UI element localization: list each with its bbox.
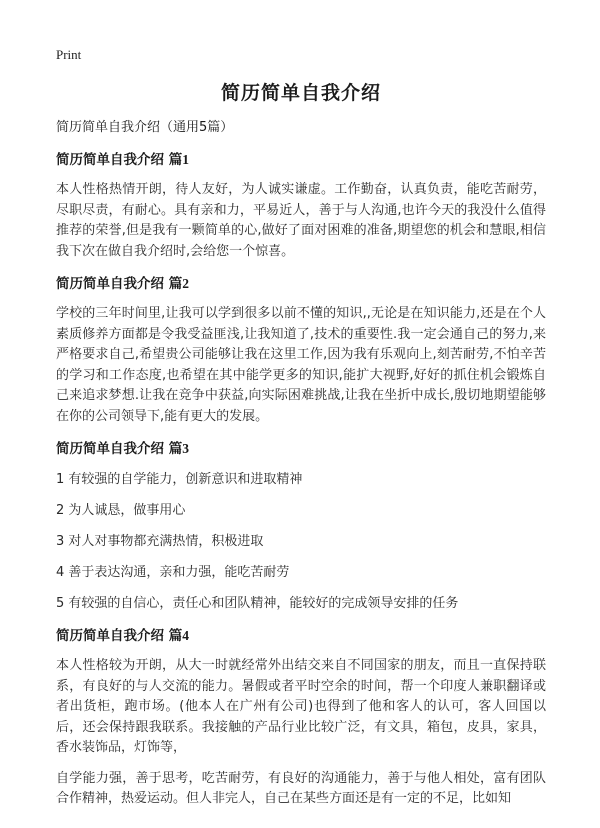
section-heading-number: 篇3 [168, 441, 189, 456]
section-heading-text: 简历简单自我介绍 [56, 628, 164, 644]
list-item: 5 有较强的自信心，责任心和团队精神，能较好的完成领导安排的任务 [56, 596, 459, 611]
section-4-paragraph: 本人性格较为开朗，从大一时就经常外出结交来自不同国家的朋友，而且一直保持联系，有良好的与人交流的能力。暑假或者平时空余的时间，帮一个印度人兼职翻译或者出货柜，跑市场。(他本人在广州有公司)也得到了他和客人的认可，客人回国以后，还会保持跟我联系。我接触的产品行业比较广泛，有文具，箱包，皮具，家具，香水装饰品，灯饰等， [56, 658, 546, 755]
list-item: 3 对人对事物都充满热情，积极进取 [56, 534, 264, 549]
section-heading-text: 简历简单自我介绍 [56, 441, 164, 457]
list-item: 4 善于表达沟通，亲和力强，能吃苦耐劳 [56, 565, 290, 580]
section-heading-number: 篇2 [168, 276, 189, 291]
document-title: 简历简单自我介绍 [220, 82, 381, 104]
section-heading-3 [56, 439, 546, 459]
list-item: 1 有较强的自学能力，创新意识和进取精神 [56, 472, 303, 487]
section-heading-number: 篇4 [168, 628, 189, 643]
section-1-paragraph: 本人性格热情开朗，待人友好，为人诚实谦虚。工作勤奋，认真负责，能吃苦耐劳，尽职尽责，有耐心。具有亲和力，平易近人，善于与人沟通,也许今天的我没什么值得推荐的荣誉,但是我有一颗简单的心,做好了面对困难的准备,期望您的机会和慧眼,相信我下次在做自我介绍时,会给您一个惊喜。 [56, 182, 546, 259]
section-4-paragraph: 自学能力强，善于思考，吃苦耐劳，有良好的沟通能力，善于与他人相处，富有团队合作精神，热爱运动。但人非完人，自己在某些方面还是有一定的不足，比如知 [56, 770, 546, 806]
document-subtitle: 简历简单自我介绍（通用5篇） [56, 120, 234, 135]
document-page [56, 46, 546, 810]
section-2-paragraph: 学校的三年时间里,让我可以学到很多以前不懂的知识,,无论是在知识能力,还是在个人素质修养方面都是令我受益匪浅,让我知道了,技术的重要性.我一定会通自己的努力,来严格要求自己,希望贵公司能够让我在这里工作,因为我有乐观向上,刻苦耐劳,不怕辛苦的学习和工作态度,也希望在其中能学更多的知识,能扩大视野,好好的抓住机会锻炼自己来追求梦想.让我在竞争中获益,向实际困难挑战,让我在坐折中成长,殷切地期望能够在你的公司领导下,能有更大的发展。 [56, 306, 546, 424]
section-heading-text: 简历简单自我介绍 [56, 152, 164, 168]
print-link[interactable]: Print [56, 47, 82, 62]
section-heading-number: 篇1 [168, 152, 189, 167]
section-heading-text: 简历简单自我介绍 [56, 276, 164, 292]
list-item: 2 为人诚恳，做事用心 [56, 503, 186, 518]
section-heading-4 [56, 626, 546, 646]
section-heading-1 [56, 150, 546, 170]
section-heading-2 [56, 274, 546, 294]
